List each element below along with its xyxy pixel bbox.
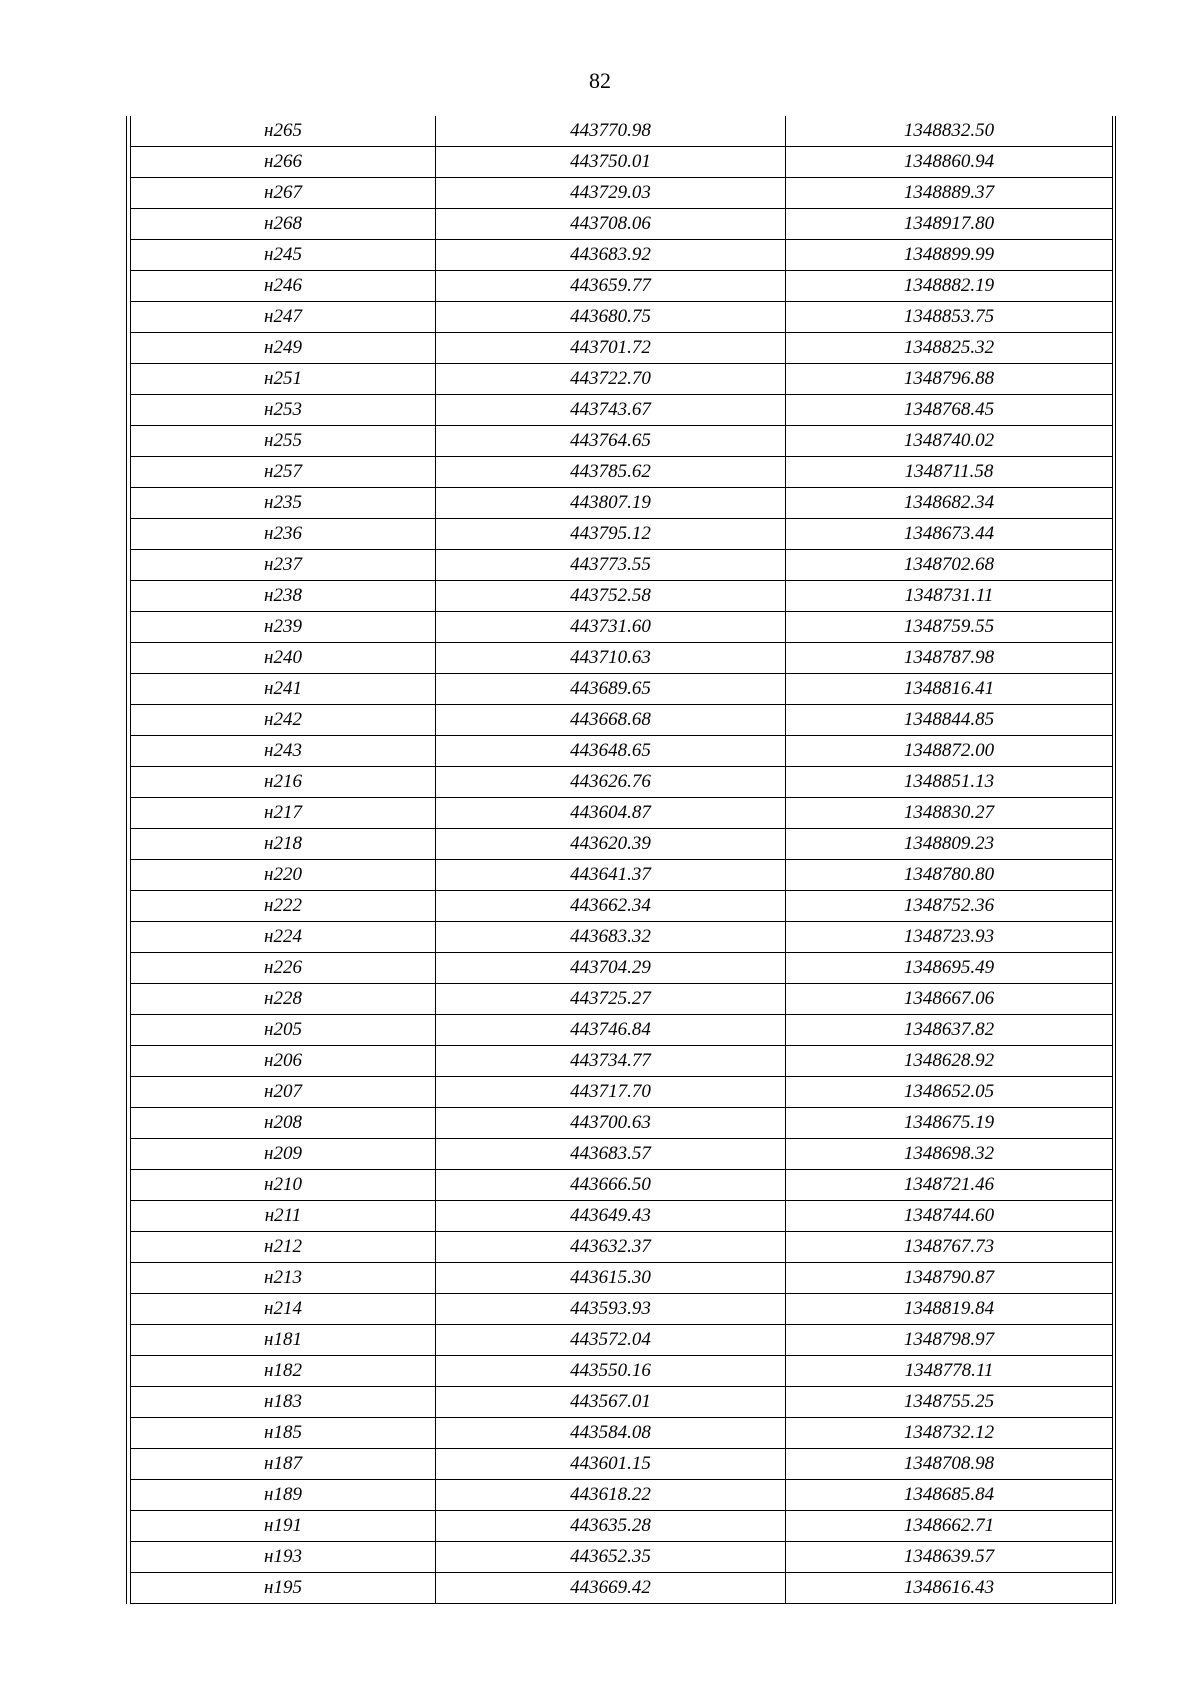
x-coordinate-cell: 443710.63 [436,643,786,674]
table-row [131,1449,1113,1480]
point-id-cell: н247 [131,302,436,333]
x-coordinate-cell: 443572.04 [436,1325,786,1356]
y-coordinate-cell: 1348695.49 [786,953,1113,984]
y-coordinate-cell: 1348702.68 [786,550,1113,581]
x-coordinate-cell: 443567.01 [436,1387,786,1418]
table-row [131,767,1113,798]
x-coordinate-cell: 443683.57 [436,1139,786,1170]
point-id-cell: н222 [131,891,436,922]
table-row [131,1573,1113,1604]
table-row [131,364,1113,395]
y-coordinate-cell: 1348830.27 [786,798,1113,829]
table-row [131,1201,1113,1232]
point-id-cell: н236 [131,519,436,550]
point-id-cell: н237 [131,550,436,581]
x-coordinate-cell: 443550.16 [436,1356,786,1387]
point-id-cell: н217 [131,798,436,829]
point-id-cell: н189 [131,1480,436,1511]
x-coordinate-cell: 443620.39 [436,829,786,860]
y-coordinate-cell: 1348844.85 [786,705,1113,736]
table-row [131,705,1113,736]
point-id-cell: н208 [131,1108,436,1139]
y-coordinate-cell: 1348889.37 [786,178,1113,209]
point-id-cell: н228 [131,984,436,1015]
table-row [131,519,1113,550]
point-id-cell: н212 [131,1232,436,1263]
x-coordinate-cell: 443773.55 [436,550,786,581]
x-coordinate-cell: 443725.27 [436,984,786,1015]
table-row [131,302,1113,333]
y-coordinate-cell: 1348780.80 [786,860,1113,891]
x-coordinate-cell: 443649.43 [436,1201,786,1232]
y-coordinate-cell: 1348675.19 [786,1108,1113,1139]
x-coordinate-cell: 443618.22 [436,1480,786,1511]
table-row [131,1480,1113,1511]
point-id-cell: н242 [131,705,436,736]
table-row [131,1325,1113,1356]
y-coordinate-cell: 1348639.57 [786,1542,1113,1573]
y-coordinate-cell: 1348628.92 [786,1046,1113,1077]
x-coordinate-cell: 443668.68 [436,705,786,736]
y-coordinate-cell: 1348796.88 [786,364,1113,395]
x-coordinate-cell: 443652.35 [436,1542,786,1573]
x-coordinate-cell: 443584.08 [436,1418,786,1449]
y-coordinate-cell: 1348767.73 [786,1232,1113,1263]
x-coordinate-cell: 443601.15 [436,1449,786,1480]
x-coordinate-cell: 443648.65 [436,736,786,767]
x-coordinate-cell: 443701.72 [436,333,786,364]
x-coordinate-cell: 443731.60 [436,612,786,643]
y-coordinate-cell: 1348809.23 [786,829,1113,860]
x-coordinate-cell: 443626.76 [436,767,786,798]
y-coordinate-cell: 1348790.87 [786,1263,1113,1294]
point-id-cell: н265 [131,116,436,147]
y-coordinate-cell: 1348787.98 [786,643,1113,674]
y-coordinate-cell: 1348685.84 [786,1480,1113,1511]
y-coordinate-cell: 1348768.45 [786,395,1113,426]
y-coordinate-cell: 1348652.05 [786,1077,1113,1108]
x-coordinate-cell: 443750.01 [436,147,786,178]
y-coordinate-cell: 1348673.44 [786,519,1113,550]
table-row [131,674,1113,705]
x-coordinate-cell: 443717.70 [436,1077,786,1108]
y-coordinate-cell: 1348917.80 [786,209,1113,240]
table-row [131,1294,1113,1325]
x-coordinate-cell: 443746.84 [436,1015,786,1046]
x-coordinate-cell: 443635.28 [436,1511,786,1542]
x-coordinate-cell: 443704.29 [436,953,786,984]
table-row [131,240,1113,271]
y-coordinate-cell: 1348899.99 [786,240,1113,271]
point-id-cell: н224 [131,922,436,953]
y-coordinate-cell: 1348752.36 [786,891,1113,922]
point-id-cell: н191 [131,1511,436,1542]
point-id-cell: н240 [131,643,436,674]
point-id-cell: н255 [131,426,436,457]
table-row [131,1077,1113,1108]
table-row [131,1542,1113,1573]
table-row [131,1387,1113,1418]
point-id-cell: н205 [131,1015,436,1046]
table-row [131,426,1113,457]
point-id-cell: н213 [131,1263,436,1294]
table-row [131,178,1113,209]
table-row [131,1170,1113,1201]
y-coordinate-cell: 1348732.12 [786,1418,1113,1449]
point-id-cell: н206 [131,1046,436,1077]
table-row [131,891,1113,922]
x-coordinate-cell: 443764.65 [436,426,786,457]
x-coordinate-cell: 443683.32 [436,922,786,953]
x-coordinate-cell: 443700.63 [436,1108,786,1139]
point-id-cell: н185 [131,1418,436,1449]
table-row [131,798,1113,829]
point-id-cell: н238 [131,581,436,612]
x-coordinate-cell: 443734.77 [436,1046,786,1077]
page-number: 82 [589,68,611,93]
table-row [131,1418,1113,1449]
x-coordinate-cell: 443659.77 [436,271,786,302]
y-coordinate-cell: 1348882.19 [786,271,1113,302]
y-coordinate-cell: 1348759.55 [786,612,1113,643]
x-coordinate-cell: 443770.98 [436,116,786,147]
coordinates-table-container [130,116,1112,1604]
y-coordinate-cell: 1348662.71 [786,1511,1113,1542]
point-id-cell: н245 [131,240,436,271]
y-coordinate-cell: 1348721.46 [786,1170,1113,1201]
point-id-cell: н246 [131,271,436,302]
point-id-cell: н193 [131,1542,436,1573]
point-id-cell: н251 [131,364,436,395]
x-coordinate-cell: 443641.37 [436,860,786,891]
y-coordinate-cell: 1348723.93 [786,922,1113,953]
point-id-cell: н209 [131,1139,436,1170]
x-coordinate-cell: 443680.75 [436,302,786,333]
table-row [131,457,1113,488]
point-id-cell: н220 [131,860,436,891]
y-coordinate-cell: 1348711.58 [786,457,1113,488]
x-coordinate-cell: 443689.65 [436,674,786,705]
table-row [131,1263,1113,1294]
point-id-cell: н253 [131,395,436,426]
table-row [131,1046,1113,1077]
y-coordinate-cell: 1348778.11 [786,1356,1113,1387]
table-row [131,116,1113,147]
x-coordinate-cell: 443785.62 [436,457,786,488]
y-coordinate-cell: 1348851.13 [786,767,1113,798]
y-coordinate-cell: 1348819.84 [786,1294,1113,1325]
table-row [131,271,1113,302]
point-id-cell: н216 [131,767,436,798]
table-row [131,1232,1113,1263]
point-id-cell: н195 [131,1573,436,1604]
x-coordinate-cell: 443729.03 [436,178,786,209]
table-row [131,209,1113,240]
point-id-cell: н267 [131,178,436,209]
coordinates-table [130,116,1113,1604]
table-row [131,612,1113,643]
table-row [131,953,1113,984]
table-row [131,550,1113,581]
point-id-cell: н211 [131,1201,436,1232]
table-row [131,1356,1113,1387]
point-id-cell: н235 [131,488,436,519]
table-row [131,1139,1113,1170]
y-coordinate-cell: 1348816.41 [786,674,1113,705]
y-coordinate-cell: 1348667.06 [786,984,1113,1015]
point-id-cell: н181 [131,1325,436,1356]
point-id-cell: н243 [131,736,436,767]
table-row [131,1015,1113,1046]
x-coordinate-cell: 443743.67 [436,395,786,426]
y-coordinate-cell: 1348853.75 [786,302,1113,333]
x-coordinate-cell: 443604.87 [436,798,786,829]
table-row [131,922,1113,953]
table-row [131,395,1113,426]
x-coordinate-cell: 443666.50 [436,1170,786,1201]
point-id-cell: н257 [131,457,436,488]
x-coordinate-cell: 443632.37 [436,1232,786,1263]
point-id-cell: н241 [131,674,436,705]
y-coordinate-cell: 1348860.94 [786,147,1113,178]
y-coordinate-cell: 1348637.82 [786,1015,1113,1046]
table-row [131,736,1113,767]
x-coordinate-cell: 443708.06 [436,209,786,240]
y-coordinate-cell: 1348740.02 [786,426,1113,457]
point-id-cell: н182 [131,1356,436,1387]
y-coordinate-cell: 1348832.50 [786,116,1113,147]
table-row [131,829,1113,860]
table-row [131,147,1113,178]
table-row [131,333,1113,364]
point-id-cell: н214 [131,1294,436,1325]
table-row [131,581,1113,612]
point-id-cell: н187 [131,1449,436,1480]
table-row [131,1511,1113,1542]
x-coordinate-cell: 443669.42 [436,1573,786,1604]
table-row [131,488,1113,519]
y-coordinate-cell: 1348698.32 [786,1139,1113,1170]
y-coordinate-cell: 1348731.11 [786,581,1113,612]
point-id-cell: н226 [131,953,436,984]
point-id-cell: н239 [131,612,436,643]
y-coordinate-cell: 1348872.00 [786,736,1113,767]
point-id-cell: н183 [131,1387,436,1418]
y-coordinate-cell: 1348682.34 [786,488,1113,519]
point-id-cell: н268 [131,209,436,240]
table-row [131,860,1113,891]
point-id-cell: н218 [131,829,436,860]
point-id-cell: н207 [131,1077,436,1108]
y-coordinate-cell: 1348825.32 [786,333,1113,364]
x-coordinate-cell: 443615.30 [436,1263,786,1294]
table-row [131,643,1113,674]
point-id-cell: н266 [131,147,436,178]
x-coordinate-cell: 443683.92 [436,240,786,271]
y-coordinate-cell: 1348744.60 [786,1201,1113,1232]
x-coordinate-cell: 443722.70 [436,364,786,395]
x-coordinate-cell: 443662.34 [436,891,786,922]
x-coordinate-cell: 443795.12 [436,519,786,550]
y-coordinate-cell: 1348755.25 [786,1387,1113,1418]
y-coordinate-cell: 1348616.43 [786,1573,1113,1604]
point-id-cell: н210 [131,1170,436,1201]
coordinates-table-body [131,116,1113,1604]
x-coordinate-cell: 443593.93 [436,1294,786,1325]
point-id-cell: н249 [131,333,436,364]
y-coordinate-cell: 1348708.98 [786,1449,1113,1480]
table-row [131,1108,1113,1139]
y-coordinate-cell: 1348798.97 [786,1325,1113,1356]
x-coordinate-cell: 443752.58 [436,581,786,612]
x-coordinate-cell: 443807.19 [436,488,786,519]
table-row [131,984,1113,1015]
